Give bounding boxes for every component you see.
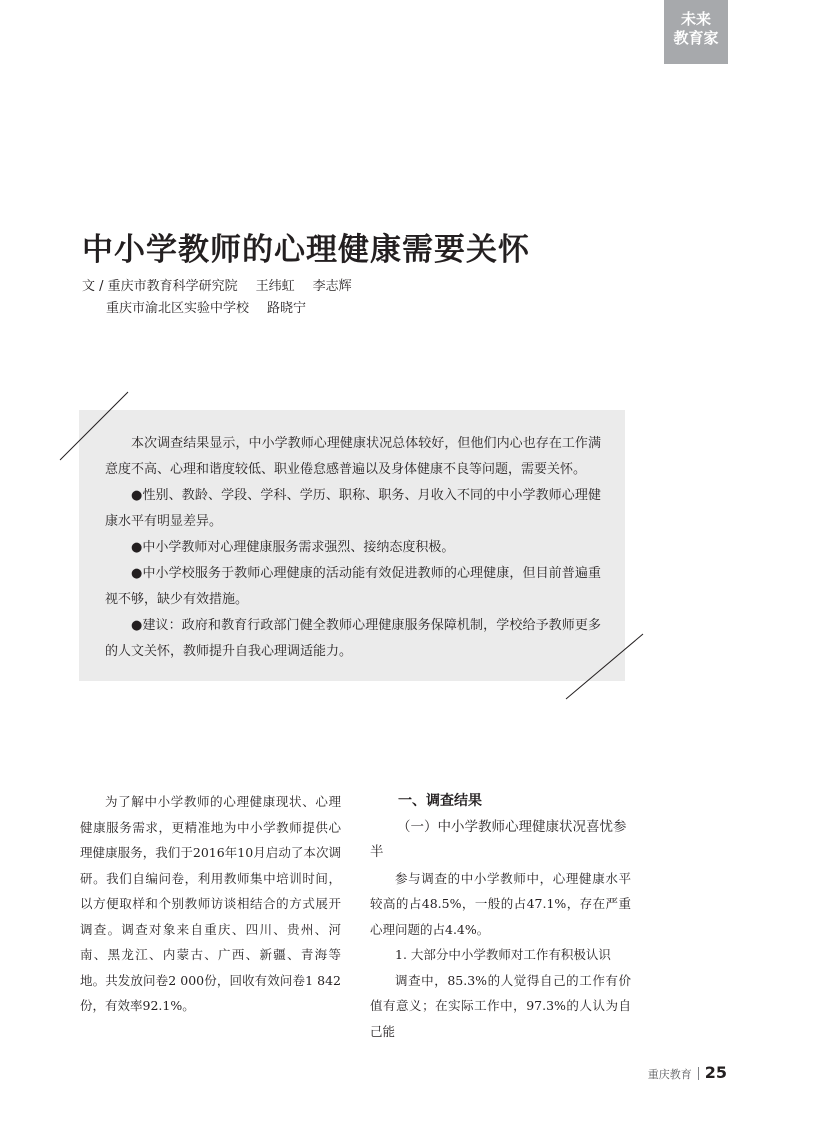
badge-line-1: 未来 <box>680 10 711 28</box>
left-column <box>80 789 341 1019</box>
article-title: 中小学教师的心理健康需要关怀 <box>82 232 530 268</box>
section-heading: 一、调查结果 <box>398 793 482 809</box>
author-name-1: 王纬虹 <box>255 279 295 294</box>
subsection-heading: （一）中小学教师心理健康状况喜忧参半 <box>370 818 627 860</box>
abstract-bullet: ●中小学校服务于教师心理健康的活动能有效促进教师的心理健康，但目前普遍重视不够，缺少有效措施。 <box>105 566 601 607</box>
author-affiliation-1: 文 / 重庆市教育科学研究院 <box>82 279 238 294</box>
author-name-3: 路晓宁 <box>267 301 307 316</box>
badge-line-2: 教育家 <box>673 29 719 47</box>
page-number: 25 <box>704 1063 727 1082</box>
abstract-bullet: ●性别、教龄、学段、学科、学历、职称、职务、月收入不同的中小学教师心理健康水平有明显差异。 <box>105 488 601 529</box>
abstract-box <box>79 410 625 681</box>
author-name-2: 李志辉 <box>312 279 352 294</box>
abstract-bullet: ●中小学教师对心理健康服务需求强烈、接纳态度积极。 <box>131 540 455 555</box>
magazine-name: 重庆教育 <box>647 1068 692 1081</box>
section-badge <box>664 0 728 64</box>
byline-line-1 <box>82 275 370 294</box>
intro-paragraph: 为了解中小学教师的心理健康现状、心理健康服务需求，更精准地为中小学教师提供心理健康服务，我们于2016年10月启动了本次调研。我们自编问卷，利用教师集中培训时间，以方便取样和个别教师访谈相结合的方式展开调查。调查对象来自重庆、四川、贵州、河南、黑龙江、内蒙古、广西、新疆、青海等地。共发放问卷2 000份，回收有效问卷1 842 份，有效率92.1%。 <box>80 794 341 1013</box>
page-footer <box>648 1063 727 1082</box>
numbered-item-heading: 1. 大部分中小学教师对工作有积极认识 <box>395 947 611 962</box>
byline-line-2 <box>106 297 324 316</box>
results-paragraph-continued: 调查中，85.3%的人觉得自己的工作有价值有意义；在实际工作中，97.3%的人认为自己能 <box>370 972 631 1039</box>
abstract-bullet: ●建议：政府和教育行政部门健全教师心理健康服务保障机制，学校给予教师更多的人文关怀，教师提升自我心理调适能力。 <box>105 618 601 659</box>
abstract-intro: 本次调查结果显示，中小学教师心理健康状况总体较好，但他们内心也存在工作满意度不高、心理和谐度较低、职业倦怠感普遍以及身体健康不良等问题，需要关怀。 <box>105 436 601 477</box>
author-affiliation-2: 重庆市渝北区实验中学校 <box>106 301 250 316</box>
right-column <box>370 789 631 1044</box>
footer-divider <box>698 1067 699 1080</box>
results-paragraph: 参与调查的中小学教师中，心理健康水平较高的占48.5%，一般的占47.1%，存在严重心理问题的占4.4%。 <box>370 870 631 937</box>
